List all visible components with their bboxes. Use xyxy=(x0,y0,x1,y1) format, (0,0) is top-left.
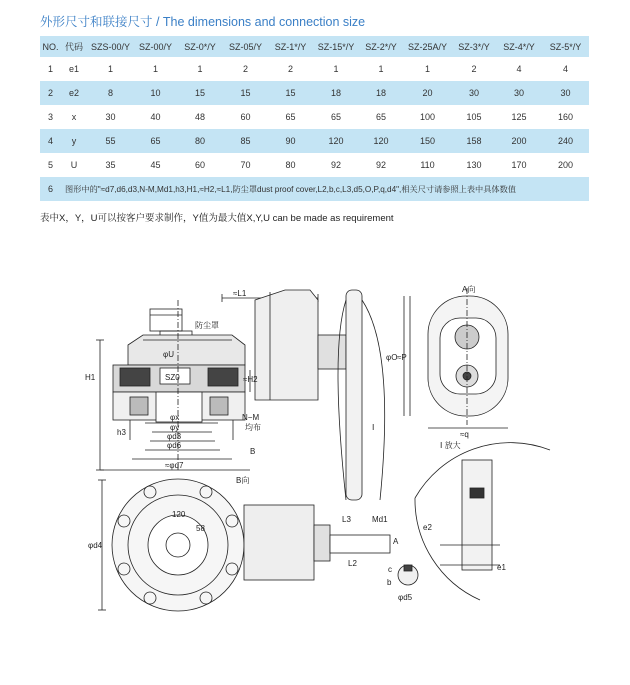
a-view xyxy=(404,288,508,428)
label-P: ≈P xyxy=(397,353,407,362)
header-cell: SZ-0*/Y xyxy=(177,36,223,57)
table-cell: 55 xyxy=(87,129,134,153)
table-cell: 15 xyxy=(223,81,268,105)
table-cell: 200 xyxy=(542,153,589,177)
table-cell: 1 xyxy=(40,57,61,81)
table-cell: 2 xyxy=(268,57,313,81)
table-cell: 170 xyxy=(496,153,542,177)
label-d6: φd6 xyxy=(167,441,182,450)
label-B-view: B向 xyxy=(236,476,250,485)
header-cell: SZ-1*/Y xyxy=(268,36,313,57)
label-e1: e1 xyxy=(497,563,506,572)
table-cell: 158 xyxy=(452,129,496,153)
table-cell: e1 xyxy=(61,57,87,81)
table-cell: 90 xyxy=(268,129,313,153)
header-cell: SZ-05/Y xyxy=(223,36,268,57)
label-A-arrow: A xyxy=(393,537,399,546)
header-cell: 代码 xyxy=(61,36,87,57)
table-cell: 5 xyxy=(40,153,61,177)
label-H2: ≈H2 xyxy=(243,375,258,384)
table-cell: 65 xyxy=(359,105,403,129)
table-cell: 65 xyxy=(134,129,177,153)
table-cell: 65 xyxy=(313,105,359,129)
label-d4: φd4 xyxy=(88,541,103,550)
header-cell: SZ-15*/Y xyxy=(313,36,359,57)
table-cell: 15 xyxy=(268,81,313,105)
table-cell: 35 xyxy=(87,153,134,177)
table-cell: 80 xyxy=(268,153,313,177)
header-cell: SZ-2*/Y xyxy=(359,36,403,57)
label-e2: e2 xyxy=(423,523,432,532)
table-cell: 10 xyxy=(134,81,177,105)
table-cell: 60 xyxy=(177,153,223,177)
label-L2: L2 xyxy=(348,559,357,568)
detail-view xyxy=(415,443,550,600)
b-view xyxy=(98,479,418,611)
table-cell: e2 xyxy=(61,81,87,105)
table-cell: 20 xyxy=(403,81,452,105)
table-cell: 1 xyxy=(134,57,177,81)
label-L3: L3 xyxy=(342,515,351,524)
table-cell: 92 xyxy=(313,153,359,177)
remark-text: 表中X，Y，U可以按客户要求制作，Y值为最大值X,Y,U can be made as requirement xyxy=(40,213,394,224)
label-detail-mark: Ⅰ xyxy=(372,423,375,432)
table-cell: 4 xyxy=(40,129,61,153)
page-title: 外形尺寸和联接尺寸 / The dimensions and connection size xyxy=(40,15,366,29)
label-angle-120: 120 xyxy=(172,510,186,519)
table-cell: 100 xyxy=(403,105,452,129)
table-cell: 30 xyxy=(542,81,589,105)
label-d7: ≈φd7 xyxy=(165,461,184,470)
table-cell: 4 xyxy=(542,57,589,81)
label-angle-58: 58 xyxy=(196,524,205,533)
label-L1: ≈L1 xyxy=(233,289,247,298)
label-b: b xyxy=(387,578,392,587)
table-cell: 200 xyxy=(496,129,542,153)
table-cell: 160 xyxy=(542,105,589,129)
header-cell: NO. xyxy=(40,36,61,57)
label-H1: H1 xyxy=(85,373,96,382)
table-cell: 1 xyxy=(359,57,403,81)
label-dust-cover: 防尘罩 xyxy=(195,321,219,330)
header-cell: SZ-5*/Y xyxy=(542,36,589,57)
table-cell: 15 xyxy=(177,81,223,105)
table-cell: 92 xyxy=(359,153,403,177)
table-note: 图形中的"≈d7,d6,d3,N-M,Md1,h3,H1,≈H2,≈L1,防尘罩dust proof cover,L2,b,c,L3,d5,O,P,q,d4",相关尺寸请参照上表中具体数值 xyxy=(61,177,589,201)
table-cell: 85 xyxy=(223,129,268,153)
table-cell: 80 xyxy=(177,129,223,153)
header-cell: SZ-4*/Y xyxy=(496,36,542,57)
table-cell: 150 xyxy=(403,129,452,153)
table-cell: 120 xyxy=(359,129,403,153)
label-U: φU xyxy=(163,350,174,359)
table-cell: 120 xyxy=(313,129,359,153)
table-cell: 65 xyxy=(268,105,313,129)
table-cell: 40 xyxy=(134,105,177,129)
table-cell: 30 xyxy=(87,105,134,129)
table-cell: 30 xyxy=(452,81,496,105)
table-cell: U xyxy=(61,153,87,177)
label-h3: h3 xyxy=(117,428,126,437)
header-cell: SZ-3*/Y xyxy=(452,36,496,57)
table-cell: 6 xyxy=(40,177,61,201)
label-A-view: A向 xyxy=(462,285,476,294)
header-cell: SZS-00/Y xyxy=(87,36,134,57)
label-q: ≈q xyxy=(460,430,469,439)
label-d3: φd3 xyxy=(167,432,182,441)
table-cell: 48 xyxy=(177,105,223,129)
table-cell: 3 xyxy=(40,105,61,129)
table-cell: 1 xyxy=(313,57,359,81)
table-cell: 240 xyxy=(542,129,589,153)
label-d5: φd5 xyxy=(398,593,413,602)
table-cell: 2 xyxy=(452,57,496,81)
label-B-arrow: B xyxy=(250,447,256,456)
side-view xyxy=(222,290,385,500)
label-N-M: N−M xyxy=(242,413,260,422)
table-cell: 105 xyxy=(452,105,496,129)
svg-text:SZ0: SZ0 xyxy=(165,373,180,382)
table-cell: 125 xyxy=(496,105,542,129)
table-cell: 2 xyxy=(40,81,61,105)
table-cell: 8 xyxy=(87,81,134,105)
table-cell: 45 xyxy=(134,153,177,177)
label-O: φO xyxy=(386,353,398,362)
table-cell: 110 xyxy=(403,153,452,177)
table-cell: 1 xyxy=(177,57,223,81)
table-cell: 1 xyxy=(403,57,452,81)
label-y: φy xyxy=(170,423,180,432)
table-cell: 70 xyxy=(223,153,268,177)
label-c: c xyxy=(388,565,392,574)
header-cell: SZ-00/Y xyxy=(134,36,177,57)
table-cell: x xyxy=(61,105,87,129)
table-cell: y xyxy=(61,129,87,153)
table-cell: 1 xyxy=(87,57,134,81)
label-x: φx xyxy=(170,413,180,422)
table-cell: 18 xyxy=(359,81,403,105)
label-N-M-sub: 均布 xyxy=(245,423,261,432)
table-cell: 18 xyxy=(313,81,359,105)
table-cell: 4 xyxy=(496,57,542,81)
table-cell: 130 xyxy=(452,153,496,177)
label-detail: Ⅰ 放大 xyxy=(440,441,461,450)
table-cell: 60 xyxy=(223,105,268,129)
table-cell: 2 xyxy=(223,57,268,81)
label-Md1: Md1 xyxy=(372,515,388,524)
table-cell: 30 xyxy=(496,81,542,105)
header-cell: SZ-25A/Y xyxy=(403,36,452,57)
